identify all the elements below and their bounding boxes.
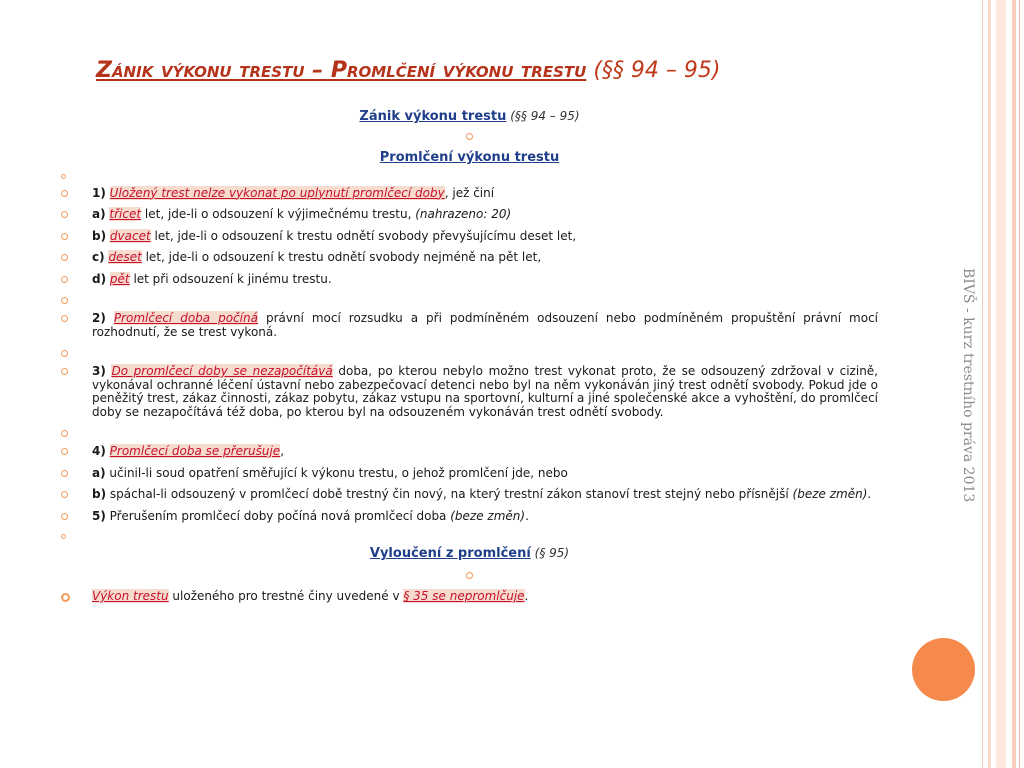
side-caption: BIVŠ - kurz trestního práva 2013: [960, 268, 976, 503]
decor-stripe-3: [996, 0, 1006, 768]
decor-stripe-5: [1019, 0, 1020, 768]
bullet-icon: [61, 470, 68, 477]
decor-stripe-4: [1012, 0, 1016, 768]
slide-content: [61, 110, 878, 612]
section3-ref: (§ 95): [534, 546, 570, 560]
list-item: 4) Promlčecí doba se přerušuje,: [61, 445, 878, 459]
list-item: a) učinil-li soud opatření směřující k výkonu trestu, o jehož promlčení jde, nebo: [61, 467, 878, 481]
bullet-icon: [61, 233, 68, 240]
section-heading-2: [61, 151, 878, 165]
list-item: b) spáchal-li odsouzený v promlčecí době trestný čin nový, na který trestní zákon stanoví trest stejný nebo přísnější (beze změn).: [61, 488, 878, 502]
section1-ref: (§§ 94 – 95): [510, 109, 580, 123]
bullet-icon: [61, 513, 68, 520]
section2-heading: Promlčení výkonu trestu: [379, 150, 560, 165]
bullet-icon: [466, 572, 473, 579]
list-item: 1) Uložený trest nelze vykonat po uplynutí promlčecí doby, jež činí: [61, 187, 878, 201]
bullet-icon: [61, 190, 68, 197]
empty-row: [61, 171, 878, 179]
bullet-icon: [61, 174, 66, 179]
bullet-icon: [61, 315, 68, 322]
bullet-icon: [61, 430, 68, 437]
list-item: b) dvacet let, jde-li o odsouzení k trestu odnětí svobody převyšujícímu deset let,: [61, 230, 878, 244]
bullet-icon: [61, 211, 68, 218]
list-item: c) deset let, jde-li o odsouzení k trestu odnětí svobody nejméně na pět let,: [61, 251, 878, 265]
bullet-icon: [61, 534, 66, 539]
title-ref: (§§ 94 – 95): [593, 58, 721, 83]
bullet-icon: [61, 368, 68, 375]
title-main: Zánik výkonu trestu – Promlčení výkonu trestu: [96, 58, 587, 83]
bullet-icon: [466, 133, 473, 140]
list-item: Výkon trestu uloženého pro trestné činy uvedené v § 35 se nepromlčuje.: [61, 590, 878, 604]
empty-row: [61, 294, 878, 304]
section-heading-3: [61, 547, 878, 561]
bullet-icon: [61, 593, 70, 602]
center-bullet-2: [61, 569, 878, 583]
section3-heading: Vyloučení z promlčení: [369, 546, 531, 561]
bullet-icon: [61, 276, 68, 283]
center-bullet-1: [61, 130, 878, 144]
list-item: d) pět let při odsouzení k jinému trestu.: [61, 273, 878, 287]
empty-row: [61, 347, 878, 357]
section-heading-1: [61, 110, 878, 124]
bullet-icon: [61, 297, 68, 304]
empty-row: [61, 531, 878, 539]
decor-stripe-1: [982, 0, 983, 768]
list-item: 2) Promlčecí doba počíná právní mocí rozsudku a při podmíněném odsouzení nebo podmíněném propuštění právní mocí rozhodnutí, že se trest vykoná.: [61, 312, 878, 339]
bullet-icon: [61, 491, 68, 498]
slide-title: [96, 58, 936, 83]
list-item: 5) Přerušením promlčecí doby počíná nová promlčecí doba (beze změn).: [61, 510, 878, 524]
decor-circle: [912, 638, 975, 701]
bullet-icon: [61, 448, 68, 455]
list-item: a) třicet let, jde-li o odsouzení k výjimečnému trestu, (nahrazeno: 20): [61, 208, 878, 222]
list-item: 3) Do promlčecí doby se nezapočítává doba, po kterou nebylo možno trest vykonat proto, že se odsouzený zdržoval v cizině, vykonával ochranné léčení ústavní nebo zabezpečovací detenci nebo byl na něm vykonáván jiný trest odnětí svobody. Pokud jde o peněžitý trest, zákaz činnosti, zákaz pobytu, zákaz vstupu na sportovní, kulturní a jiné společenské akce a vyhoštění, do promlčecí doby se nezapočítává též doba, po kterou byl na odsouzeném vykonáván trest odnětí svobody.: [61, 365, 878, 419]
bullet-icon: [61, 350, 68, 357]
section1-heading: Zánik výkonu trestu: [359, 109, 507, 124]
bullet-icon: [61, 254, 68, 261]
empty-row: [61, 427, 878, 437]
decor-stripe-2: [988, 0, 991, 768]
